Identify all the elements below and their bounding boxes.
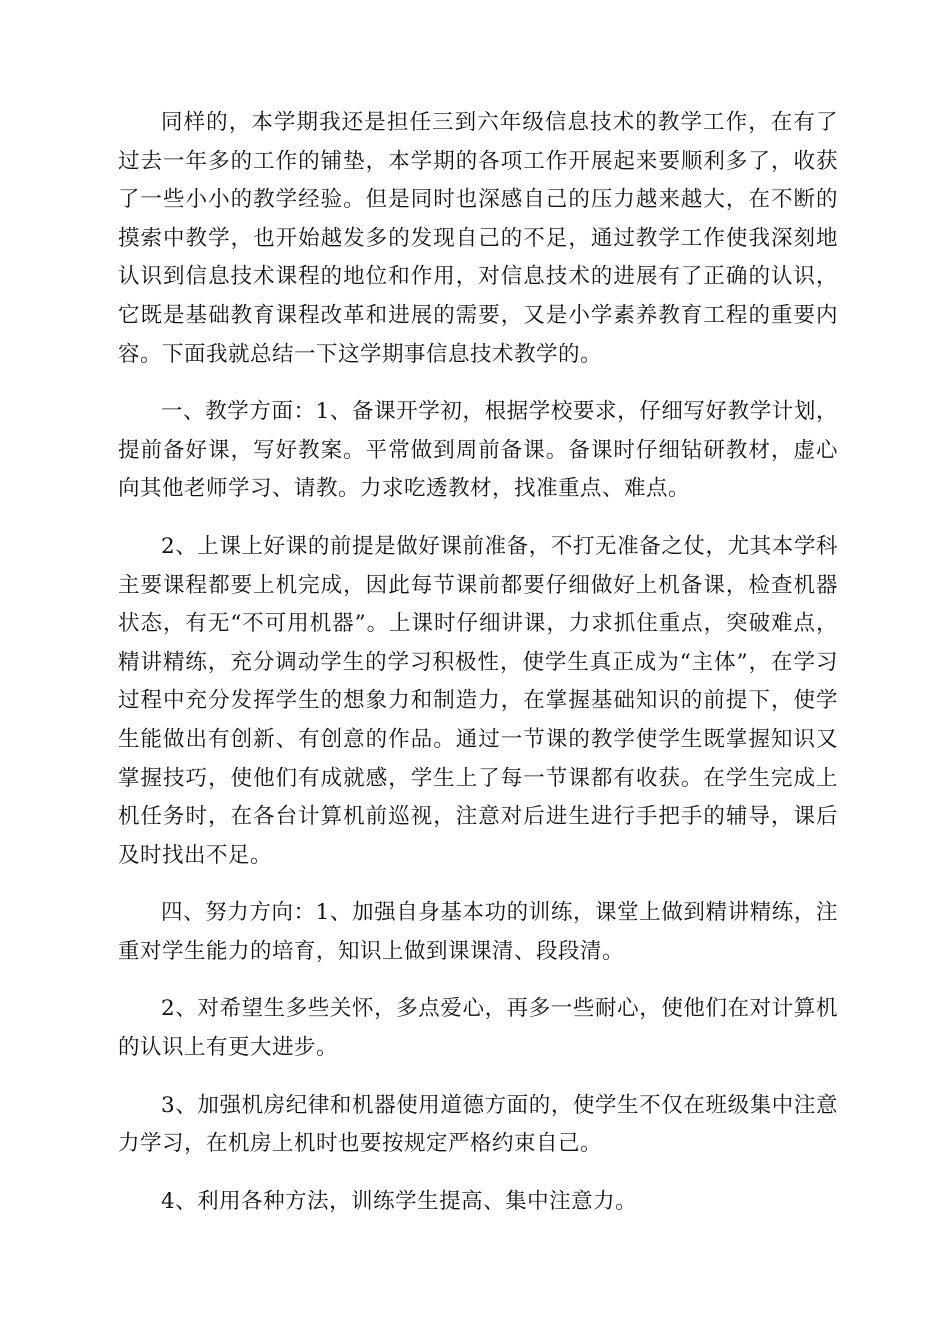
paragraph-intro: 同样的，本学期我还是担任三到六年级信息技术的教学工作，在有了过去一年多的工作的铺垫，本学期的各项工作开展起来要顺利多了，收获了一些小小的教学经验。但是同时也深感自己的压力越来越大，在不断的摸索中教学，也开始越发多的发现自己的不足，通过教学工作使我深刻地认识到信息技术课程的地位和作用，对信息技术的进展有了正确的认识，它既是基础教育课程改革和进展的需要，又是小学素养教育工程的重要内容。下面我就总结一下这学期事信息技术教学的。 bbox=[118, 110, 838, 367]
paragraph-direction-4: 4、利用各种方法，训练学生提高、集中注意力。 bbox=[161, 1188, 638, 1214]
paragraph-direction-3: 3、加强机房纪律和机器使用道德方面的，使学生不仅在班级集中注意力学习，在机房上机时也要按规定严格约束自己。 bbox=[118, 1092, 838, 1157]
paragraph-teaching-prep: 一、教学方面：1、备课开学初，根据学校要求，仔细写好教学计划，提前备好课，写好教案。平常做到周前备课。备课时仔细钻研教材，虚心向其他老师学习、请教。力求吃透教材，找准重点、难点。 bbox=[118, 399, 838, 502]
document-page bbox=[118, 104, 838, 1240]
paragraph-class-teaching: 2、上课上好课的前提是做好课前准备，不打无准备之仗，尤其本学科主要课程都要上机完成，因此每节课前都要仔细做好上机备课，检查机器状态，有无“不可用机器”。上课时仔细讲课，力求抓住重点，突破难点，精讲精练，充分调动学生的学习积极性，使学生真正成为“主体”，在学习过程中充分发挥学生的想象力和制造力，在掌握基础知识的前提下，使学生能做出有创新、有创意的作品。通过一节课的教学使学生既掌握知识又掌握技巧，使他们有成就感，学生上了每一节课都有收获。在学生完成上机任务时，在各台计算机前巡视，注意对后进生进行手把手的辅导，课后及时找出不足。 bbox=[118, 533, 838, 868]
paragraph-direction-2: 2、对希望生多些关怀，多点爱心，再多一些耐心，使他们在对计算机的认识上有更大进步。 bbox=[118, 996, 838, 1061]
paragraph-direction-1: 四、努力方向：1、加强自身基本功的训练，课堂上做到精讲精练，注重对学生能力的培育，知识上做到课课清、段段清。 bbox=[118, 900, 838, 964]
